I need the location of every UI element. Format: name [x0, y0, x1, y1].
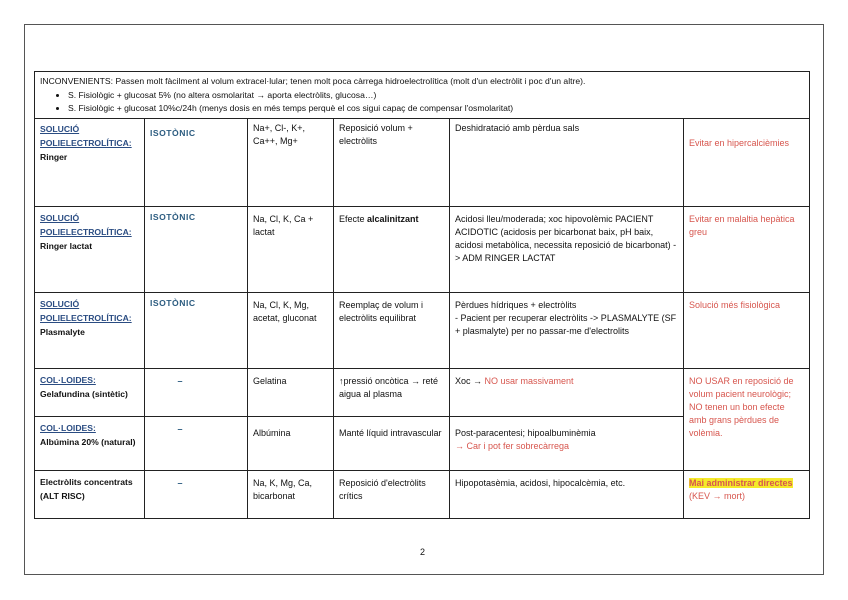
table-row	[35, 369, 810, 417]
fluid-therapy-table	[34, 71, 810, 519]
solution-cell	[35, 417, 145, 471]
solution-name: Ringer	[40, 152, 68, 162]
solution-name: Electròlits concentrats (ALT RISC)	[40, 477, 133, 501]
tonicity-label: ISOTÒNIC	[150, 298, 196, 308]
indication-warning: → Car i pot fer sobrecàrrega	[455, 441, 570, 451]
tonicity-cell	[145, 207, 248, 293]
colloid-warning: NO tenen un bon efecte amb grans pèrdues de volèmia.	[689, 402, 785, 438]
solution-type: COL·LOIDES:	[40, 375, 96, 385]
warning-highlight: Mai administrar directes	[689, 478, 793, 488]
indication-cell: Hipopotasèmia, acidosi, hipocalcèmia, etc.	[450, 471, 684, 519]
composition-cell: Na, Cl, K, Mg, acetat, gluconat	[248, 293, 334, 369]
tonicity-dash: –	[177, 376, 183, 386]
effect-cell: Reposició volum + electròlits	[334, 119, 450, 207]
effect-cell: Reposició d'electròlits crítics	[334, 471, 450, 519]
solution-type: SOLUCIÓ POLIELECTROLÍTICA:	[40, 213, 132, 237]
tonicity-dash: –	[177, 424, 183, 434]
solution-cell	[35, 369, 145, 417]
table-row	[35, 119, 810, 207]
solution-cell	[35, 207, 145, 293]
tonicity-label: ISOTÒNIC	[150, 128, 196, 138]
indication-cell	[450, 369, 684, 417]
indication-cell	[450, 293, 684, 369]
effect-cell	[334, 207, 450, 293]
page-number: 2	[420, 547, 426, 557]
tonicity-cell	[145, 369, 248, 417]
solution-type: COL·LOIDES:	[40, 423, 96, 433]
inconvenients-bullet: • S. Fisiològic + glucosat 5% (no altera osmolaritat → aporta electròlits, glucosa…)	[68, 89, 804, 102]
warning-cell: Evitar en hipercalcièmies	[684, 119, 810, 207]
indication-line: - Pacient per recuperar electròlits -> PLASMALYTE (SF + plasmalyte) per no passar-me d'electrolits	[455, 313, 677, 336]
solution-name: Albúmina 20% (natural)	[40, 437, 136, 447]
tonicity-label: ISOTÒNIC	[150, 212, 196, 222]
effect-bold: alcalinitzant	[367, 214, 419, 224]
solution-name: Ringer lactat	[40, 241, 93, 251]
indication-cell: Deshidratació amb pèrdua sals	[450, 119, 684, 207]
table-row	[35, 293, 810, 369]
solution-name: Gelafundina (sintètic)	[40, 389, 128, 399]
indication-prefix: Xoc →	[455, 376, 485, 386]
effect-cell: ↑pressió oncòtica → reté aigua al plasma	[334, 369, 450, 417]
effect-prefix: Efecte	[339, 214, 368, 224]
warning-cell	[684, 471, 810, 519]
composition-cell: Na, Cl, K, Ca + lactat	[248, 207, 334, 293]
warning-note: (KEV → mort)	[689, 491, 746, 501]
inconvenients-bullet: • S. Fisiològic + glucosat 10%c/24h (menys dosis en més temps perquè el cos sigui capaç de compensar l'osmolaritat)	[68, 102, 804, 115]
table-row	[35, 471, 810, 519]
tonicity-cell	[145, 471, 248, 519]
solution-cell	[35, 293, 145, 369]
indication-warning: NO usar massivament	[484, 376, 574, 386]
indication-cell: Acidosi lleu/moderada; xoc hipovolèmic PACIENT ACIDOTIC (acidosis per bicarbonat baix, pH baix, acidosi metabòlica, necessita reposició de bicarbonat) -> ADM RINGER LACTAT	[450, 207, 684, 293]
solution-type: SOLUCIÓ POLIELECTROLÍTICA:	[40, 124, 132, 148]
tonicity-cell	[145, 293, 248, 369]
composition-cell: Gelatina	[248, 369, 334, 417]
indication-line: Pèrdues hídriques + electròlits	[455, 300, 577, 310]
table-row	[35, 207, 810, 293]
solution-name: Plasmalyte	[40, 327, 85, 337]
warning-cell: Solució més fisiològica	[684, 293, 810, 369]
tonicity-cell	[145, 119, 248, 207]
composition-cell: Albúmina	[248, 417, 334, 471]
inconvenients-cell	[35, 72, 810, 119]
indication-cell	[450, 417, 684, 471]
indication-line: Post-paracentesi; hipoalbuminèmia	[455, 428, 596, 438]
solution-cell	[35, 471, 145, 519]
inconvenients-text: INCONVENIENTS: Passen molt fàcilment al volum extracel·lular; tenen molt poca càrrega hidroelectrolítica (molt d'un electròlit i poc d'un altre).	[40, 76, 586, 86]
tonicity-cell	[145, 417, 248, 471]
effect-cell: Reemplaç de volum i electròlits equilibrat	[334, 293, 450, 369]
colloid-warning: NO USAR en reposició de volum pacient neurològic;	[689, 376, 794, 399]
tonicity-dash: –	[177, 478, 183, 488]
warning-cell: Evitar en malaltia hepàtica greu	[684, 207, 810, 293]
effect-cell: Manté líquid intravascular	[334, 417, 450, 471]
composition-cell: Na+, Cl-, K+, Ca++, Mg+	[248, 119, 334, 207]
inconvenients-list	[40, 89, 804, 115]
intro-row	[35, 72, 810, 119]
solution-cell	[35, 119, 145, 207]
solution-type: SOLUCIÓ POLIELECTROLÍTICA:	[40, 299, 132, 323]
composition-cell: Na, K, Mg, Ca, bicarbonat	[248, 471, 334, 519]
colloid-warning-cell	[684, 369, 810, 471]
